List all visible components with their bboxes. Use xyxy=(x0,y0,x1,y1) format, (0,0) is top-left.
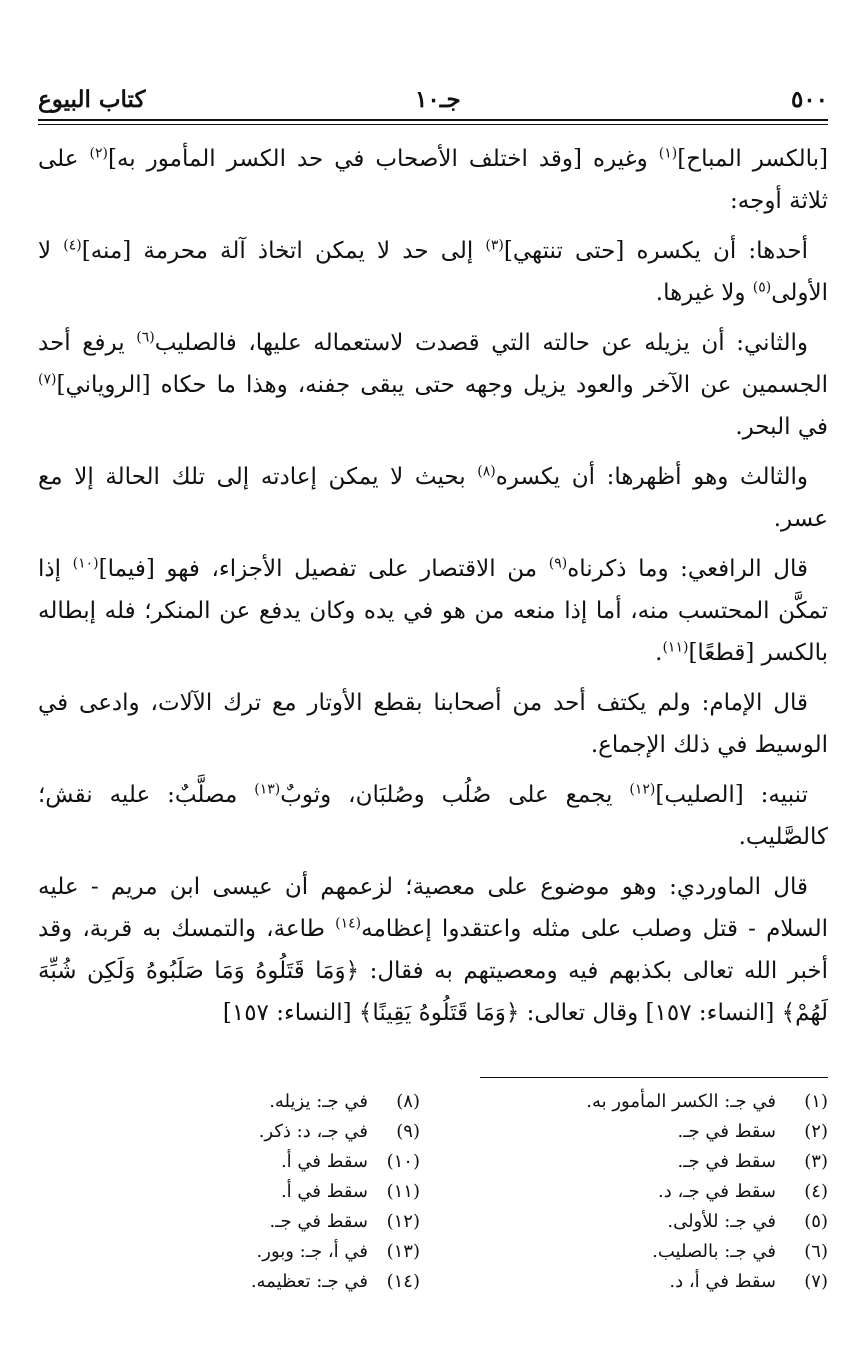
paragraph xyxy=(38,682,828,766)
text-run: وغيره [وقد اختلف الأصحاب في حد الكسر المأمور به] xyxy=(107,146,659,172)
text-run: من الاقتصار على تفصيل الأجزاء، فهو [فيما] xyxy=(98,556,549,582)
text-run: يرفع أحد الجسمين عن الآخر والعود يزيل وجهه حتى يبقى جفنه، وهذا ما حكاه [الروياني] xyxy=(38,330,828,398)
footnote xyxy=(120,1207,420,1237)
footnote-text: في جـ، د: ذكر. xyxy=(258,1121,368,1142)
footnote-marker: (٤) xyxy=(63,237,82,254)
footnotes xyxy=(38,1087,828,1327)
text-run: قال الرافعي: وما ذكرناه xyxy=(567,556,808,582)
text-run: إلى حد لا يمكن اتخاذ آلة محرمة [منه] xyxy=(81,238,486,264)
footnote xyxy=(448,1177,828,1207)
text-run: والثاني: أن يزيله عن حالته التي قصدت لاستعماله عليها، فالصليب xyxy=(154,330,808,356)
footnote-number: (٥) xyxy=(804,1211,828,1232)
footnote xyxy=(448,1207,828,1237)
footnote-divider xyxy=(480,1077,828,1078)
footnote xyxy=(120,1267,420,1297)
footnote-number: (٨) xyxy=(396,1091,420,1112)
paragraph xyxy=(38,230,828,314)
footnotes-column-left xyxy=(120,1087,420,1297)
volume-label: جـ١٠ xyxy=(415,86,461,113)
footnote xyxy=(448,1087,828,1117)
footnotes-column-right xyxy=(448,1087,828,1297)
header-rule-thin xyxy=(38,124,828,125)
footnote-marker: (٢) xyxy=(89,145,108,162)
footnote-marker: (١٠) xyxy=(72,555,99,572)
footnote-number: (٩) xyxy=(396,1121,420,1142)
footnote-text: سقط في أ. xyxy=(280,1181,368,1202)
footnote-number: (١٣) xyxy=(386,1241,420,1262)
footnote xyxy=(448,1147,828,1177)
footnote-number: (٢) xyxy=(804,1121,828,1142)
text-run: تنبيه: [الصليب] xyxy=(655,782,808,808)
footnote-text: في جـ: تعظيمه. xyxy=(250,1271,368,1292)
footnote-text: في جـ: الكسر المأمور به. xyxy=(586,1091,776,1112)
text-run: بحيث لا يمكن إعادته إلى تلك الحالة إلا مع عسر. xyxy=(38,464,828,532)
footnote-number: (٦) xyxy=(804,1241,828,1262)
footnote-marker: (٨) xyxy=(477,463,496,480)
paragraph xyxy=(38,774,828,858)
footnote xyxy=(120,1177,420,1207)
footnote-marker: (١١) xyxy=(662,639,689,656)
text-run: . xyxy=(655,640,663,666)
footnote-marker: (١٢) xyxy=(629,781,656,798)
footnote-marker: (١٣) xyxy=(254,781,281,798)
header-rule xyxy=(38,119,828,121)
footnote-text: سقط في جـ. xyxy=(677,1121,776,1142)
footnote xyxy=(120,1117,420,1147)
footnote-text: سقط في أ، د. xyxy=(669,1271,776,1292)
footnote-number: (١١) xyxy=(386,1181,420,1202)
footnote-text: سقط في أ. xyxy=(280,1151,368,1172)
footnote-number: (٧) xyxy=(804,1271,828,1292)
footnote-marker: (٩) xyxy=(548,555,568,572)
footnote-number: (١) xyxy=(804,1091,828,1112)
text-run: في البحر. xyxy=(735,414,828,440)
book-title: كتاب البيوع xyxy=(38,86,146,113)
page-number: ٥٠٠ xyxy=(790,86,828,113)
paragraph xyxy=(38,322,828,448)
footnote-marker: (٣) xyxy=(485,237,504,254)
paragraph xyxy=(38,138,828,222)
text-run: لا الأولى xyxy=(38,238,828,306)
page-header xyxy=(38,80,828,120)
footnote-text: سقط في جـ. xyxy=(269,1211,368,1232)
footnote-number: (١٠) xyxy=(386,1151,420,1172)
footnote-marker: (٦) xyxy=(136,329,155,346)
text-run: طاعة، والتمسك به قربة، وقد أخبر الله تعالى بكذبهم فيه ومعصيتهم به فقال: ﴿وَمَا قَتَلُوهُ وَمَا صَلَبُوهُ وَلَكِن شُبِّهَ لَهُمْ﴾ [النساء: ١٥٧] وقال تعالى: ﴿وَمَا قَتَلُوهُ يَقِينًا﴾ [النساء: ١٥٧] xyxy=(38,916,828,1026)
footnote-text: في جـ: يزيله. xyxy=(269,1091,368,1112)
footnote-text: في أ، جـ: وبور. xyxy=(256,1241,368,1262)
footnote-marker: (٥) xyxy=(752,279,772,296)
text-run: قال الماوردي: وهو موضوع على معصية؛ لزعمهم أن عيسى ابن مريم - عليه السلام - قتل وصلب على مثله واعتقدوا إعظامه xyxy=(38,874,828,942)
text-run: يجمع على صُلُب وصُلبَان، وثوبٌ xyxy=(280,782,630,808)
text-run: والثالث وهو أظهرها: أن يكسره xyxy=(495,464,808,490)
footnote-number: (١٤) xyxy=(386,1271,420,1292)
footnote xyxy=(120,1087,420,1117)
footnote-text: سقط في جـ، د. xyxy=(658,1181,776,1202)
footnote-text: في جـ: بالصليب. xyxy=(652,1241,776,1262)
footnote-number: (٣) xyxy=(804,1151,828,1172)
footnote-text: في جـ: للأولى. xyxy=(667,1211,776,1232)
footnote xyxy=(448,1117,828,1147)
footnote-marker: (١) xyxy=(658,145,678,162)
footnote-text: سقط في جـ. xyxy=(677,1151,776,1172)
footnote xyxy=(120,1237,420,1267)
main-text xyxy=(38,138,828,1042)
text-run: إذا تمكَّن المحتسب منه، أما إذا منعه من هو في يده وكان يدفع عن المنكر؛ فله إبطاله بالكسر [قطعًا] xyxy=(38,556,828,666)
text-run: [بالكسر المباح] xyxy=(677,146,828,172)
text-run: أحدها: أن يكسره [حتى تنتهي] xyxy=(503,238,808,264)
footnote xyxy=(448,1267,828,1297)
text-run: مصلَّبٌ: عليه نقش؛ كالصَّليب. xyxy=(38,782,828,850)
paragraph xyxy=(38,866,828,1034)
footnote-marker: (٧) xyxy=(38,371,57,388)
footnote-marker: (١٤) xyxy=(335,915,362,932)
footnote xyxy=(448,1237,828,1267)
text-run: على ثلاثة أوجه: xyxy=(38,146,828,214)
text-run: قال الإمام: ولم يكتف أحد من أصحابنا بقطع الأوتار مع ترك الآلات، وادعى في الوسيط في ذلك الإجماع. xyxy=(38,690,828,758)
footnote xyxy=(120,1147,420,1177)
paragraph xyxy=(38,548,828,674)
footnote-number: (١٢) xyxy=(386,1211,420,1232)
text-run: ولا غيرها. xyxy=(655,280,753,306)
footnote-number: (٤) xyxy=(804,1181,828,1202)
paragraph xyxy=(38,456,828,540)
